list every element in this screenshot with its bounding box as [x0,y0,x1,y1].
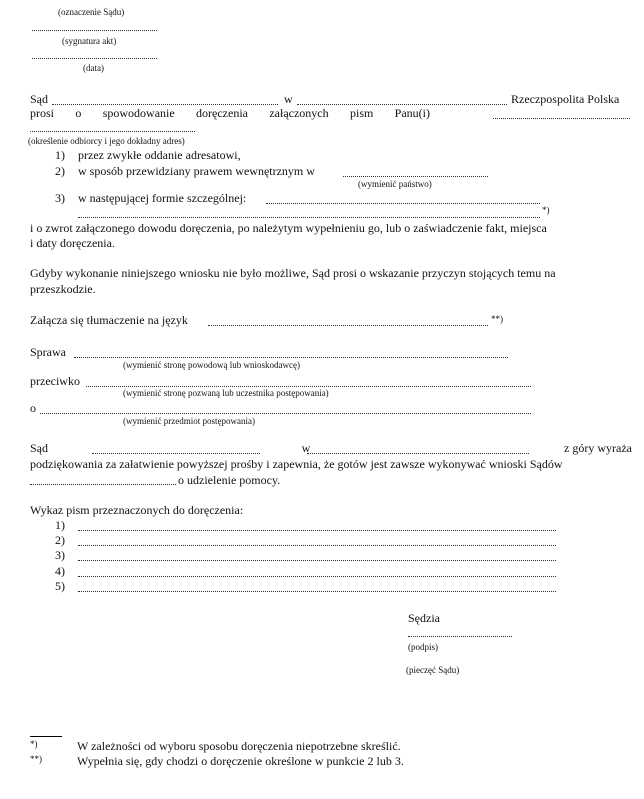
court-designation-caption: (oznaczenie Sądu) [58,7,125,17]
special-form-field-1[interactable] [266,203,540,204]
footnote-1-text: W zależności od wyboru sposobu doręczenia niepotrzebne skreślić. [77,739,401,753]
request-word-3: spowodowanie [102,106,175,120]
against-label: przeciwko [30,374,80,388]
footnote-2-text: Wypełnia się, gdy chodzi o doręczenie określone w punkcie 2 lub 3. [77,754,404,768]
method-text-3: w następującej formie szczególnej: [78,191,247,205]
subject-label: o [30,401,36,415]
doc-field-4[interactable] [78,576,556,577]
case-number-caption: (sygnatura akt) [62,36,117,46]
country-caption: (wymienić państwo) [358,179,432,189]
doc-field-3[interactable] [78,560,556,561]
doc-num-5: 5) [55,579,65,593]
country-field[interactable] [343,176,488,177]
assistance-field[interactable] [30,484,176,485]
request-word-6: pism [349,106,374,120]
subject-field[interactable] [40,413,531,414]
addressee-field-2[interactable] [30,131,195,132]
request-word-7: Panu(i) [394,106,430,120]
doc-num-3: 3) [55,548,65,562]
doc-field-5[interactable] [78,591,556,592]
footnote-mark-1: *) [542,205,550,215]
translation-language-field[interactable] [208,325,488,326]
footnote-1-mark: *) [30,739,38,749]
request-word-4: doręczenia [196,106,248,120]
court-word: Sąd [30,92,48,106]
defendant-caption: (wymienić stronę pozwaną lub uczestnika postępowania) [123,388,329,398]
footnote-2-mark: **) [30,754,42,764]
request-word-5: załączonych [269,106,329,120]
method-text-2: w sposób przewidziany prawem wewnętrznym w [78,164,315,178]
doc-num-4: 4) [55,564,65,578]
date-caption: (data) [83,63,104,73]
case-label: Sprawa [30,345,66,359]
request-word-2: o [75,106,82,120]
thanks-tail: z góry wyraża [564,441,632,455]
doc-field-2[interactable] [78,545,556,546]
method-text-1: przez zwykłe oddanie adresatowi, [78,148,241,162]
judge-label: Sędzia [408,611,440,625]
subject-caption: (wymienić przedmiot postępowania) [123,416,255,426]
documents-heading: Wykaz pism przeznaczonych do doręczenia: [30,503,244,517]
method-num-3: 3) [55,191,65,205]
thanks-city-field[interactable] [307,453,529,454]
thanks-court-word: Sąd [30,441,48,455]
signature-field[interactable] [408,636,512,637]
request-line [30,106,430,120]
doc-field-1[interactable] [78,530,556,531]
case-number-field[interactable] [32,58,157,59]
doc-num-2: 2) [55,533,65,547]
addressee-field-1[interactable] [493,118,630,119]
method-num-1: 1) [55,148,65,162]
addressee-caption: (określenie odbiorcy i jego dokładny adres) [28,136,185,146]
thanks-line-3: o udzielenie pomocy. [178,473,281,487]
special-form-field-2[interactable] [78,217,540,218]
in-word: w [284,92,293,106]
court-designation-field[interactable] [32,30,157,31]
return-proof-line-1: i o zwrot załączonego dowodu doręczenia, po należytym wypełnieniu go, lub o zaświadczenie fakt, miejsca [30,221,547,235]
return-proof-line-2: i daty doręczenia. [30,236,115,250]
impossible-line-1: Gdyby wykonanie niniejszego wniosku nie było możliwe, Sąd prosi o wskazanie przyczyn stojących temu na [30,266,556,280]
signature-caption: (podpis) [408,642,438,652]
case-party-field[interactable] [74,357,508,358]
thanks-in-word: w [301,441,311,455]
country-name: Rzeczpospolita Polska [511,92,620,106]
seal-caption: (pieczęć Sądu) [406,665,460,675]
defendant-field[interactable] [86,386,531,387]
case-party-caption: (wymienić stronę powodową lub wnioskodawcę) [123,360,300,370]
thanks-line-2: podziękowania za załatwienie powyższej prośby i zapewnia, że gotów jest zawsze wykonywać wnioski Sądów [30,457,563,471]
footnote-mark-2: **) [491,314,503,324]
footnote-separator [30,736,62,737]
doc-num-1: 1) [55,518,65,532]
request-word-1: prosi [30,106,54,120]
court-city-field[interactable] [297,104,507,105]
impossible-line-2: przeszkodzie. [30,282,96,296]
thanks-court-field[interactable] [92,453,260,454]
translation-text: Załącza się tłumaczenie na język [30,313,188,327]
court-name-field[interactable] [52,104,278,105]
method-num-2: 2) [55,164,65,178]
